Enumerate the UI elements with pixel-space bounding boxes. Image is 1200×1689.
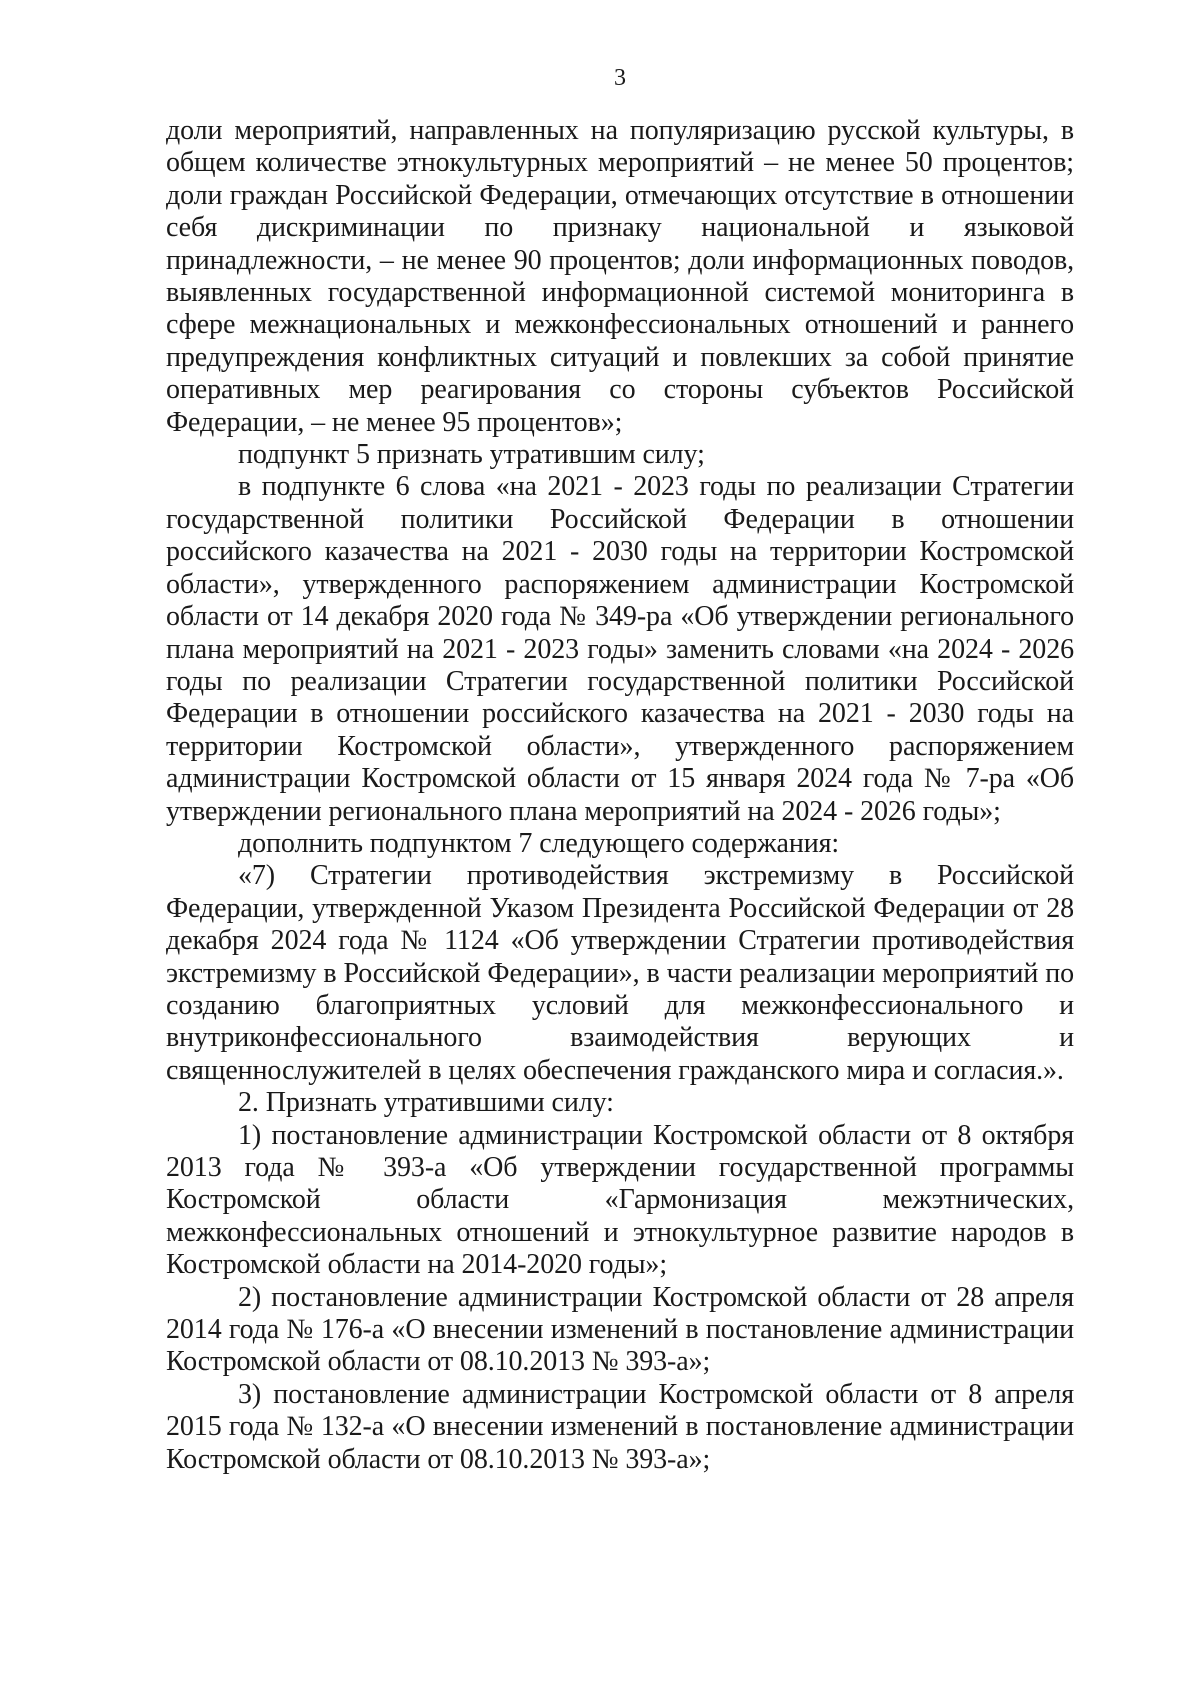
paragraph: доли мероприятий, направленных на популяризацию русской культуры, в общем количестве этнокультурных мероприятий – не менее 50 процентов; доли граждан Российской Федерации, отмечающих отсутствие в отношении себя дискриминации по признаку национальной и языковой принадлежности, – не менее 90 процентов; доли информационных поводов, выявленных государственной информационной системой мониторинга в сфере межнациональных и межконфессиональных отношений и раннего предупреждения конфликтных ситуаций и повлекших за собой принятие оперативных мер реагирования со стороны субъектов Российской Федерации, – не менее 95 процентов»; [166,115,1074,438]
page-number: 3 [614,65,626,91]
paragraph: 3) постановление администрации Костромской области от 8 апреля 2015 года № 132-а «О внесении изменений в постановление администрации Костромской области от 08.10.2013 № 393-а»; [166,1378,1074,1475]
paragraph: подпункт 5 признать утратившим силу; [238,439,705,471]
paragraph: в подпункте 6 слова «на 2021 - 2023 годы по реализации Стратегии государственной политики Российской Федерации в отношении российского казачества на 2021 - 2030 годы на территории Костромской области», утвержденного распоряжением администрации Костромской области от 14 декабря 2020 года № 349-ра «Об утверждении регионального плана мероприятий на 2021 - 2023 годы» заменить словами «на 2024 - 2026 годы по реализации Стратегии государственной политики Российской Федерации в отношении российского казачества на 2021 - 2030 годы на территории Костромской области», утвержденного распоряжением администрации Костромской области от 15 января 2024 года № 7-ра «Об утверждении регионального плана мероприятий на 2024 - 2026 годы»; [166,471,1074,827]
paragraph: 2. Признать утратившими силу: [238,1087,614,1119]
paragraph: дополнить подпунктом 7 следующего содержания: [238,827,840,859]
paragraph: 2) постановление администрации Костромской области от 28 апреля 2014 года № 176-а «О внесении изменений в постановление администрации Костромской области от 08.10.2013 № 393-а»; [166,1281,1074,1378]
paragraph: «7) Стратегии противодействия экстремизму в Российской Федерации, утвержденной Указом Президента Российской Федерации от 28 декабря 2024 года № 1124 «Об утверждении Стратегии противодействия экстремизму в Российской Федерации», в части реализации мероприятий по созданию благоприятных условий для межконфессионального и внутриконфессионального взаимодействия верующих и священнослужителей в целях обеспечения гражданского мира и согласия.». [166,860,1074,1086]
paragraph: 1) постановление администрации Костромской области от 8 октября 2013 года № 393-а «Об утверждении государственной программы Костромской области «Гармонизация межэтнических, межконфессиональных отношений и этнокультурное развитие народов в Костромской области на 2014-2020 годы»; [166,1119,1074,1281]
document-body [166,115,1074,1476]
